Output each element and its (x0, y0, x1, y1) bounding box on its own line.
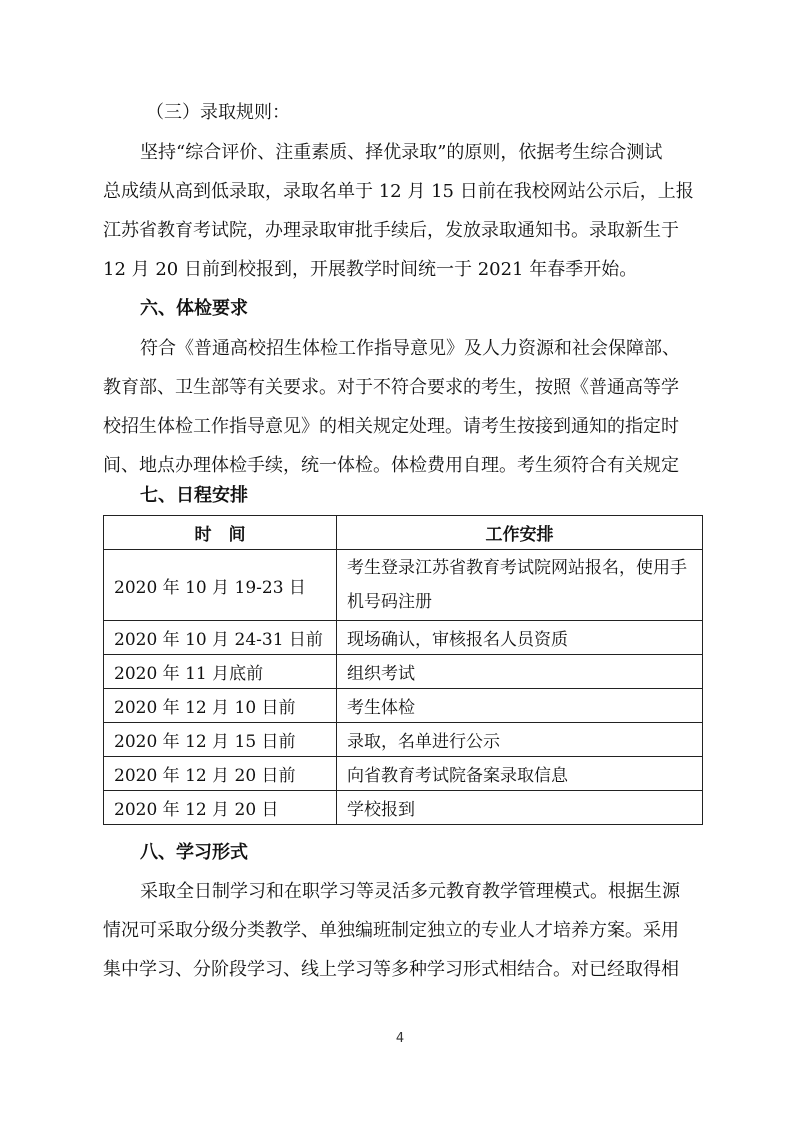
schedule-table (103, 515, 703, 825)
table-cell-date: 2020 年 12 月 20 日前 (104, 757, 337, 791)
table-row (104, 791, 703, 825)
table-cell-date: 2020 年 10 月 19-23 日 (104, 550, 337, 621)
table-cell-date: 2020 年 11 月底前 (104, 655, 337, 689)
page-number: 4 (395, 1031, 405, 1046)
section6-heading: 六、体检要求 (140, 298, 248, 319)
table-cell-date: 2020 年 12 月 20 日 (104, 791, 337, 825)
table-row (104, 621, 703, 655)
paragraph-line: 间、地点办理体检手续，统一体检。体检费用自理。考生须符合有关规定 (103, 455, 679, 476)
table-row (104, 655, 703, 689)
table-cell-task: 考生体检 (337, 689, 703, 723)
section8-heading: 八、学习形式 (140, 842, 248, 863)
table-cell-task: 录取，名单进行公示 (337, 723, 703, 757)
table-cell-task: 组织考试 (337, 655, 703, 689)
paragraph-line: 教育部、卫生部等有关要求。对于不符合要求的考生，按照《普通高等学 (103, 377, 679, 398)
table-row (104, 689, 703, 723)
paragraph-line: 坚持“综合评价、注重素质、择优录取”的原则，依据考生综合测试 (140, 142, 663, 163)
paragraph-line: 总成绩从高到低录取，录取名单于 12 月 15 日前在我校网站公示后，上报 (103, 181, 694, 202)
table-row (104, 550, 703, 621)
section3-title: （三）录取规则： (146, 102, 290, 123)
table-cell-task: 考生登录江苏省教育考试院网站报名，使用手机号码注册 (337, 550, 703, 621)
column-header-time: 时 间 (104, 516, 337, 550)
table-cell-task: 学校报到 (337, 791, 703, 825)
table-row (104, 757, 703, 791)
paragraph-line: 采取全日制学习和在职学习等灵活多元教育教学管理模式。根据生源 (140, 881, 680, 902)
paragraph-line: 12 月 20 日前到校报到，开展教学时间统一于 2021 年春季开始。 (103, 259, 638, 280)
paragraph-line: 校招生体检工作指导意见》的相关规定处理。请考生按接到通知的指定时 (103, 416, 679, 437)
paragraph-line: 江苏省教育考试院，办理录取审批手续后，发放录取通知书。录取新生于 (103, 220, 679, 241)
table-cell-task: 现场确认，审核报名人员资质 (337, 621, 703, 655)
section7-heading: 七、日程安排 (140, 485, 248, 506)
table-cell-task: 向省教育考试院备案录取信息 (337, 757, 703, 791)
paragraph-line: 集中学习、分阶段学习、线上学习等多种学习形式相结合。对已经取得相 (103, 959, 679, 980)
table-cell-date: 2020 年 12 月 10 日前 (104, 689, 337, 723)
column-header-arrangement: 工作安排 (337, 516, 703, 550)
table-header-row (104, 516, 703, 550)
paragraph-line: 符合《普通高校招生体检工作指导意见》及人力资源和社会保障部、 (140, 338, 680, 359)
table-cell-date: 2020 年 10 月 24-31 日前 (104, 621, 337, 655)
table-row (104, 723, 703, 757)
table-cell-date: 2020 年 12 月 15 日前 (104, 723, 337, 757)
paragraph-line: 情况可采取分级分类教学、单独编班制定独立的专业人才培养方案。采用 (103, 920, 679, 941)
